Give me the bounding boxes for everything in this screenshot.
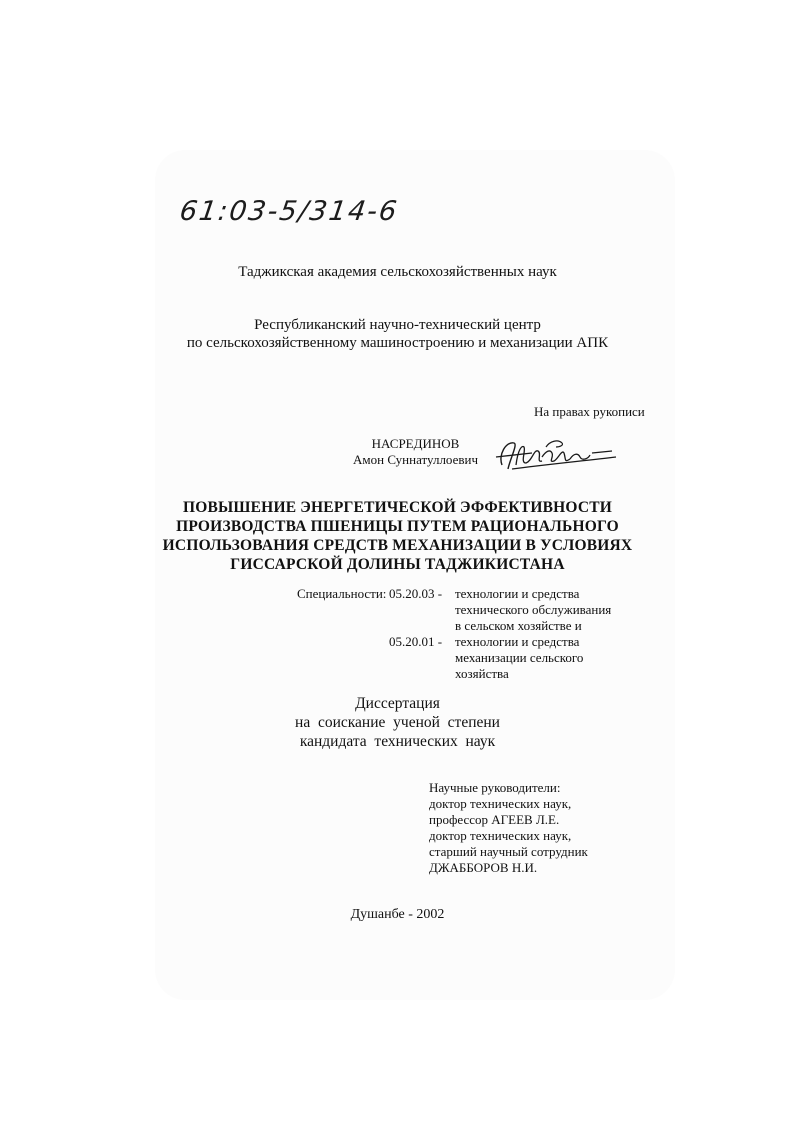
title-line: ПРОИЗВОДСТВА ПШЕНИЦЫ ПУТЕМ РАЦИОНАЛЬНОГО	[176, 518, 619, 535]
specialty-desc-line: в сельском хозяйстве и	[455, 618, 582, 633]
center-name-line-2: по сельскохозяйственному машиностроению и механизации АПК	[186, 335, 609, 351]
supervisor-line: доктор технических наук,	[429, 828, 572, 843]
specialty-desc-2	[455, 634, 611, 682]
title-line: ИСПОЛЬЗОВАНИЯ СРЕДСТВ МЕХАНИЗАЦИИ В УСЛОВИЯХ	[162, 537, 633, 554]
specialties-label-spacer	[297, 634, 389, 682]
specialty-desc-1	[455, 586, 611, 634]
title-line: ПОВЫШЕНИЕ ЭНЕРГЕТИЧЕСКОЙ ЭФФЕКТИВНОСТИ	[182, 499, 613, 516]
specialty-desc-line: технологии и средства	[455, 634, 580, 649]
author-surname: НАСРЕДИНОВ	[371, 436, 460, 451]
dissertation-line-1: Диссертация	[355, 695, 440, 712]
author-signature	[492, 435, 620, 475]
author-block	[353, 436, 478, 468]
specialties-table	[297, 586, 611, 682]
specialty-desc-line: технологии и средства	[455, 586, 580, 601]
supervisors-heading: Научные руководители:	[429, 780, 561, 795]
center-name-line-1: Республиканский научно-технический центр	[254, 317, 541, 333]
specialty-desc-line: механизации сельского	[455, 650, 584, 665]
specialty-code-2: 05.20.01 -	[389, 634, 443, 649]
supervisor-line: ДЖАББОРОВ Н.И.	[429, 860, 538, 875]
dissertation-block	[0, 694, 795, 751]
manuscript-note: На правах рукописи	[534, 404, 645, 419]
specialty-desc-line: хозяйства	[455, 666, 509, 681]
thesis-title	[0, 498, 795, 574]
specialty-desc-line: технического обслуживания	[455, 602, 612, 617]
supervisor-line: доктор технических наук,	[429, 796, 572, 811]
dissertation-line-2: на соискание ученой степени	[295, 714, 500, 731]
archive-code-handwritten: 61:03-5/314-6	[177, 196, 401, 227]
dissertation-line-3: кандидата технических наук	[299, 733, 496, 750]
specialties-label: Специальности:	[297, 586, 387, 601]
author-name: Амон Суннатуллоевич	[353, 452, 478, 467]
author-surname-wrap	[0, 436, 478, 468]
supervisor-line: профессор АГЕЕВ Л.Е.	[429, 812, 560, 827]
specialty-code-1: 05.20.03 -	[389, 586, 443, 601]
place-year: Душанбе - 2002	[350, 907, 445, 922]
academy-name: Таджикская академия сельскохозяйственных наук	[238, 264, 557, 280]
supervisors-block	[429, 780, 588, 876]
supervisor-line: старший научный сотрудник	[429, 844, 588, 859]
title-line: ГИССАРСКОЙ ДОЛИНЫ ТАДЖИКИСТАНА	[230, 556, 565, 573]
